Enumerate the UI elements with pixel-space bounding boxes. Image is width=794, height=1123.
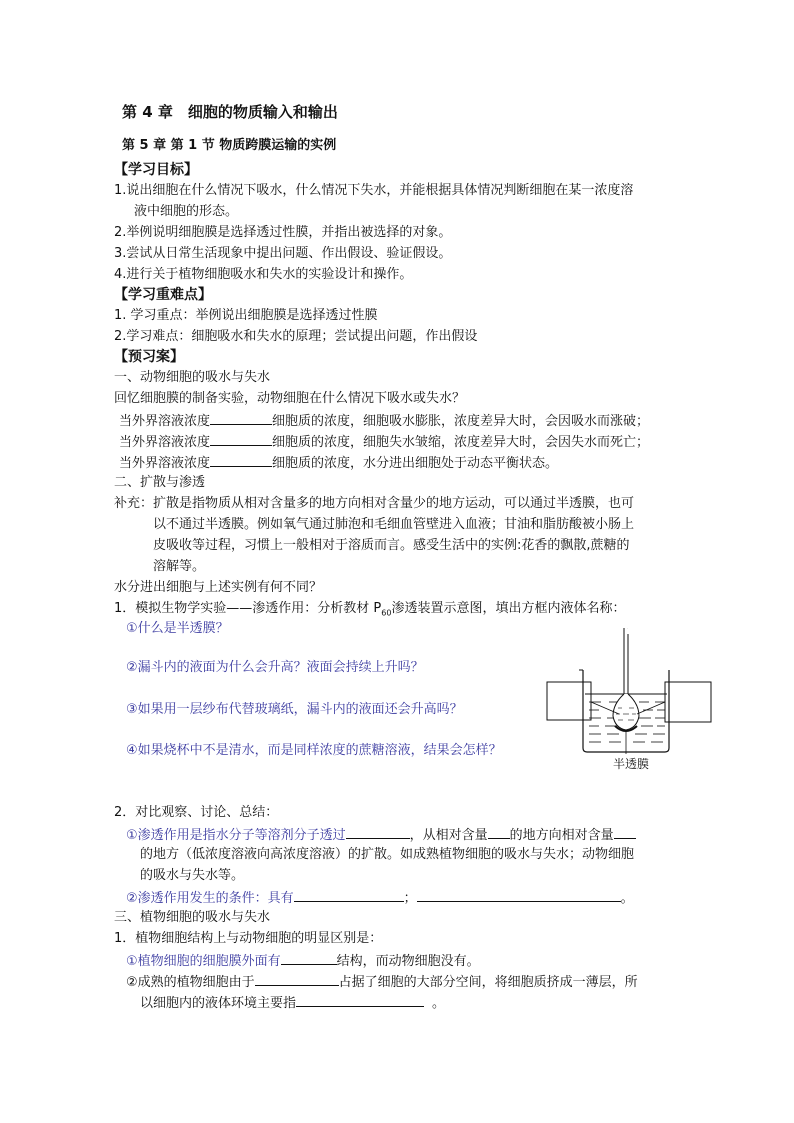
answer-blank[interactable] bbox=[488, 824, 510, 839]
answer-blank[interactable] bbox=[281, 950, 337, 965]
chapter-title: 第 4 章 细胞的物质输入和输出 bbox=[122, 103, 338, 121]
plant-line-2 bbox=[126, 971, 638, 993]
plant-question: 1．植物细胞结构上与动物细胞的明显区别是： bbox=[114, 931, 383, 946]
answer-blank[interactable] bbox=[296, 992, 424, 1007]
part3-title: 三、植物细胞的吸水与失水 bbox=[114, 910, 271, 925]
plant-line-3 bbox=[140, 992, 445, 1014]
goal-line: 3.尝试从日常生活现象中提出问题、作出假设、验证假设。 bbox=[114, 246, 452, 261]
answer-blank[interactable] bbox=[210, 431, 272, 446]
question-3: ③如果用一层纱布代替玻璃纸，漏斗内的液面还会升高吗？ bbox=[126, 702, 463, 717]
goal-line: 1.说出细胞在什么情况下吸水，什么情况下失水，并能根据具体情况判断细胞在某一浓度溶 bbox=[114, 183, 634, 198]
goal-line: 2.举例说明细胞膜是选择透过性膜，并指出被选择的对象。 bbox=[114, 225, 452, 240]
answer-blank[interactable] bbox=[294, 887, 404, 902]
plant-text: 以细胞内的液体环境主要指 bbox=[140, 996, 297, 1011]
funnel-bulb bbox=[613, 694, 639, 730]
goal-line: 液中细胞的形态。 bbox=[134, 204, 239, 219]
supplement-line: 皮吸收等过程，习惯上一般相对于溶质而言。感受生活中的实例:花香的飘散,蔗糖的 bbox=[153, 538, 630, 553]
answer-blank[interactable] bbox=[210, 410, 272, 425]
membrane-label: 半透膜 bbox=[613, 757, 650, 771]
row-suffix: 细胞质的浓度，细胞吸水膨胀，浓度差异大时，会因吸水而涨破； bbox=[272, 414, 650, 429]
part1-question: 回忆细胞膜的制备实验，动物细胞在什么情况下吸水或失水？ bbox=[114, 391, 466, 406]
experiment-text: 渗透装置示意图，填出方框内液体名称： bbox=[391, 601, 626, 616]
osmosis-text: ，从相对含量 bbox=[409, 828, 488, 843]
osmosis-line: 的地方（低浓度溶液向高浓度溶液）的扩散。如成熟植物细胞的吸水与失水；动物细胞 bbox=[140, 847, 635, 862]
supplement-line: 补充：扩散是指物质从相对含量多的地方向相对含量少的地方运动，可以通过半透膜，也可 bbox=[114, 496, 635, 511]
plant-text: 。 bbox=[432, 996, 446, 1011]
conditions-text: 。 bbox=[620, 891, 634, 906]
plant-text: 占据了细胞的大部分空间，将细胞质挤成一薄层，所 bbox=[338, 975, 638, 990]
row-suffix: 细胞质的浓度，细胞失水皱缩，浓度差异大时，会因失水而死亡； bbox=[272, 435, 650, 450]
key-point-line: 2.学习难点：细胞吸水和失水的原理；尝试提出问题，作出假设 bbox=[114, 329, 478, 344]
osmosis-conditions bbox=[126, 887, 634, 909]
plant-text: ②成熟的植物细胞由于 bbox=[126, 975, 255, 990]
plant-line-1 bbox=[126, 950, 480, 972]
preview-header: 【预习案】 bbox=[114, 349, 184, 365]
answer-blank[interactable] bbox=[210, 452, 272, 467]
conditions-text: ②渗透作用发生的条件：具有 bbox=[126, 891, 294, 906]
key-points-header: 【学习重难点】 bbox=[114, 287, 212, 303]
left-answer-box bbox=[547, 682, 591, 720]
section-title: 第 5 章 第 1 节 物质跨膜运输的实例 bbox=[122, 138, 337, 153]
answer-blank[interactable] bbox=[417, 887, 621, 902]
answer-blank[interactable] bbox=[614, 824, 636, 839]
answer-blank[interactable] bbox=[346, 824, 410, 839]
right-answer-box bbox=[665, 682, 711, 722]
compare-title: 2．对比观察、讨论、总结： bbox=[114, 805, 279, 820]
part1-title: 一、动物细胞的吸水与失水 bbox=[114, 370, 271, 385]
supplement-line: 溶解等。 bbox=[153, 559, 206, 574]
osmosis-text: ①渗透作用是指水分子等溶剂分子透过 bbox=[126, 828, 346, 843]
key-point-line: 1. 学习重点：举例说出细胞膜是选择透过性膜 bbox=[114, 308, 378, 323]
question-1: ①什么是半透膜？ bbox=[126, 621, 229, 636]
question-2: ②漏斗内的液面为什么会升高？液面会持续上升吗？ bbox=[126, 660, 424, 675]
osmosis-definition bbox=[126, 824, 636, 846]
row-prefix: 当外界溶液浓度 bbox=[119, 435, 211, 450]
supplement-line: 以不通过半透膜。例如氧气通过肺泡和毛细血管壁进入血液；甘油和脂肪酸被小肠上 bbox=[153, 517, 635, 532]
question-4: ④如果烧杯中不是清水，而是同样浓度的蔗糖溶液，结果会怎样？ bbox=[126, 743, 502, 758]
experiment-text: 1．模拟生物学实验——渗透作用：分析教材 P bbox=[114, 601, 382, 616]
plant-text: ①植物细胞的细胞膜外面有 bbox=[126, 954, 281, 969]
concentration-row bbox=[119, 410, 649, 432]
osmosis-text: 的地方向相对含量 bbox=[509, 828, 614, 843]
plant-text: 结构，而动物细胞没有。 bbox=[336, 954, 480, 969]
concentration-row bbox=[119, 431, 649, 453]
row-suffix: 细胞质的浓度，水分进出细胞处于动态平衡状态。 bbox=[272, 456, 559, 471]
goal-line: 4.进行关于植物细胞吸水和失水的实验设计和操作。 bbox=[114, 267, 413, 282]
part2-title: 二、扩散与渗透 bbox=[114, 475, 206, 490]
water-question: 水分进出细胞与上述实例有何不同？ bbox=[114, 580, 323, 595]
pointer-right bbox=[637, 702, 665, 714]
page-subscript: 60 bbox=[381, 608, 392, 618]
osmosis-line: 的吸水与失水等。 bbox=[140, 868, 245, 883]
goals-header: 【学习目标】 bbox=[114, 162, 198, 178]
answer-blank[interactable] bbox=[255, 971, 339, 986]
concentration-row bbox=[119, 452, 558, 474]
row-prefix: 当外界溶液浓度 bbox=[119, 456, 211, 471]
conditions-text: ； bbox=[403, 891, 417, 906]
row-prefix: 当外界溶液浓度 bbox=[119, 414, 211, 429]
osmosis-diagram bbox=[543, 628, 715, 778]
